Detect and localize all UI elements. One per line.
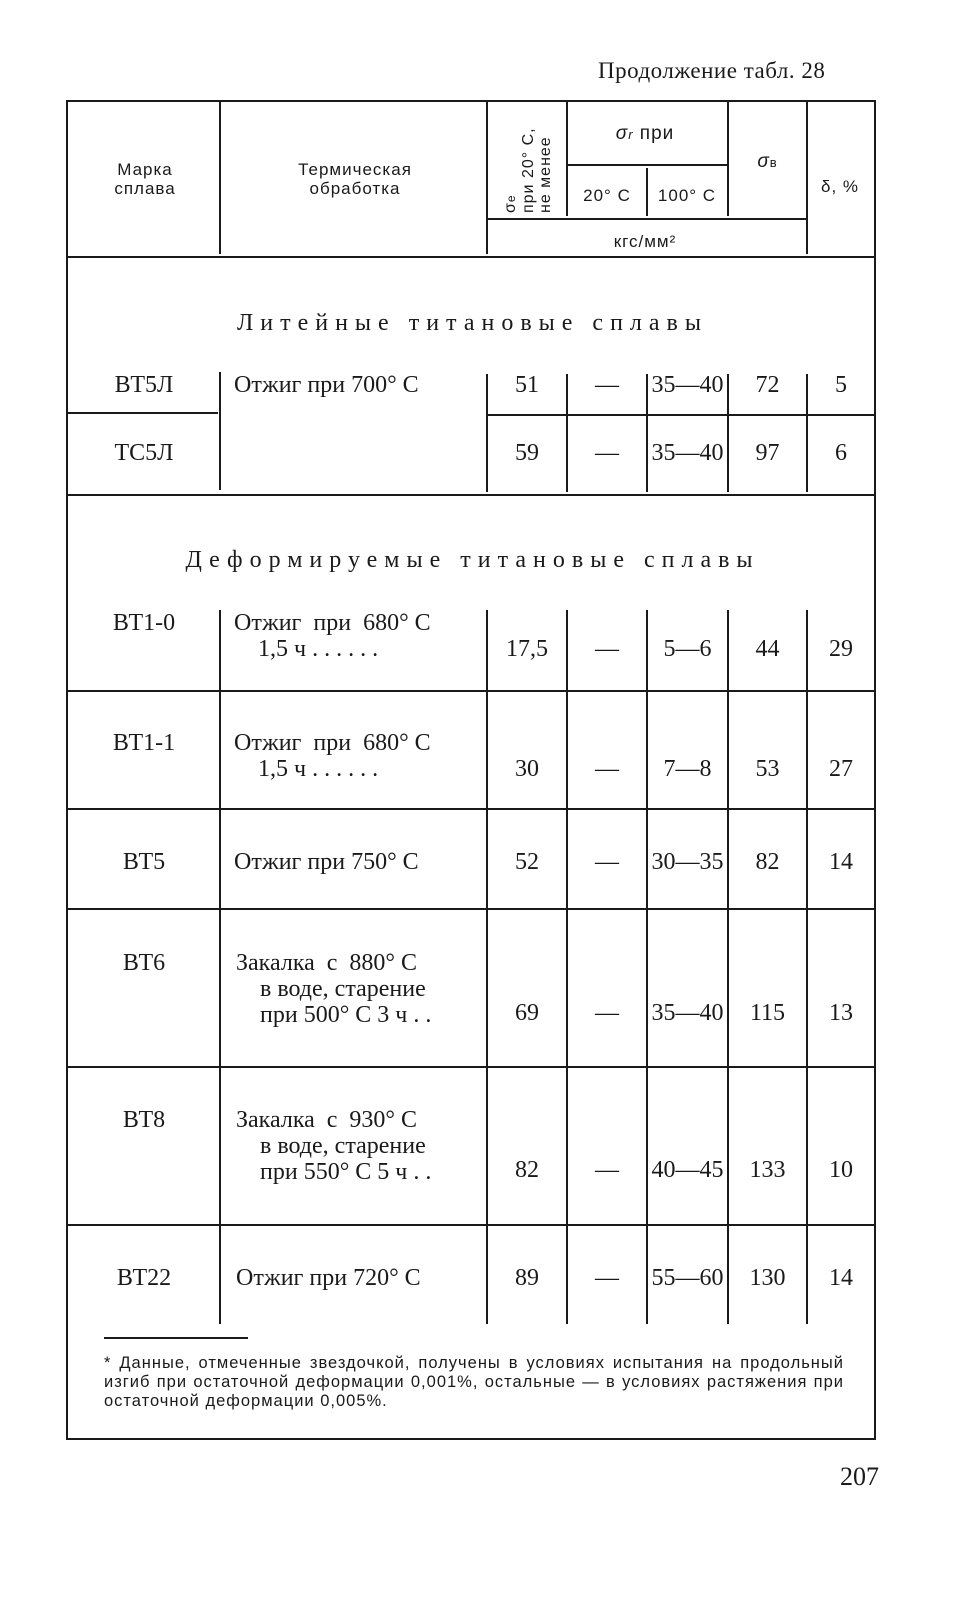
cell-delta: 13 xyxy=(829,1000,853,1026)
header-sigma-r xyxy=(580,124,710,144)
cell-sigma-e: 69 xyxy=(515,1000,539,1026)
column-divider xyxy=(566,610,568,1324)
header-divider xyxy=(646,168,648,216)
cell-sigma-b: 115 xyxy=(749,1000,786,1026)
column-divider xyxy=(806,610,808,1324)
header-divider xyxy=(806,102,808,254)
header-sigma-e xyxy=(502,127,554,213)
treatment-line: 1,5 ч . . . . . . xyxy=(258,636,379,662)
table-bottom-border xyxy=(66,1438,876,1440)
row-divider xyxy=(68,808,874,810)
column-divider xyxy=(727,374,729,492)
section-title-wrought: Деформируемые титановые сплавы xyxy=(185,547,760,573)
cell-delta: 27 xyxy=(829,756,853,782)
cell-sigma-e: 17,5 xyxy=(506,636,548,662)
cell-delta: 10 xyxy=(829,1157,853,1183)
cell-sigma-e: 51 xyxy=(515,372,539,398)
header-treatment-line2: обработка xyxy=(309,179,401,198)
cell-delta: 14 xyxy=(829,849,853,875)
section-divider xyxy=(68,494,874,496)
cell-sigma-e: 30 xyxy=(515,756,539,782)
section-title-cast: Литейные титановые сплавы xyxy=(236,310,709,336)
treatment-line: при 500° С 3 ч . . xyxy=(260,1002,432,1028)
row-divider xyxy=(68,1066,874,1068)
header-sigma-b xyxy=(740,152,795,172)
cell-sigma-b: 133 xyxy=(749,1157,786,1183)
treatment-line: Отжиг при 680° С xyxy=(234,730,431,756)
row-divider xyxy=(68,690,874,692)
treatment-line: Отжиг при 680° С xyxy=(234,610,431,636)
header-divider xyxy=(566,102,568,216)
cell-treatment xyxy=(234,372,474,398)
cell-alloy: ВТ22 xyxy=(116,1265,172,1291)
table-caption: Продолжение табл. 28 xyxy=(598,58,826,83)
cell-sigma-100: 55—60 xyxy=(651,1265,724,1291)
cell-sigma-20: — xyxy=(595,756,619,782)
header-alloy xyxy=(90,160,200,198)
header-bottom-rule xyxy=(68,256,874,258)
cell-treatment xyxy=(234,610,474,662)
cell-alloy: ТС5Л xyxy=(114,440,174,466)
cell-sigma-e: 82 xyxy=(515,1157,539,1183)
cell-alloy: ВТ5Л xyxy=(114,372,174,398)
page-number: 207 xyxy=(840,1462,879,1491)
treatment-line: Отжиг при 750° С xyxy=(234,849,419,875)
sigma-b-subscript: в xyxy=(769,155,778,170)
header-alloy-line2: сплава xyxy=(114,179,176,198)
cell-delta: 6 xyxy=(835,440,847,466)
footnote-separator xyxy=(104,1337,248,1339)
treatment-line: в воде, старение xyxy=(260,976,426,1002)
treatment-line: в воде, старение xyxy=(260,1133,426,1159)
header-alloy-line1: Марка xyxy=(117,160,173,179)
cell-treatment xyxy=(236,1265,474,1291)
column-divider xyxy=(646,374,648,492)
cell-sigma-20: — xyxy=(595,1157,619,1183)
header-divider xyxy=(486,102,488,254)
cell-sigma-100: 7—8 xyxy=(663,756,712,782)
cell-sigma-b: 72 xyxy=(755,372,780,398)
cell-treatment xyxy=(234,730,474,782)
column-divider xyxy=(486,610,488,1324)
cell-sigma-20: — xyxy=(595,849,619,875)
cell-sigma-b: 44 xyxy=(755,636,780,662)
header-units: кгс/мм² xyxy=(613,232,677,251)
cell-alloy: ВТ1-1 xyxy=(112,730,176,756)
treatment-line: Закалка с 880° С xyxy=(236,950,418,976)
treatment-line: при 550° С 5 ч . . xyxy=(260,1159,432,1185)
cell-sigma-20: — xyxy=(595,1000,619,1026)
cell-sigma-b: 82 xyxy=(755,849,780,875)
cell-sigma-20: — xyxy=(595,636,619,662)
header-100c: 100° С xyxy=(657,186,717,205)
cell-sigma-20: — xyxy=(595,372,619,398)
column-divider xyxy=(806,374,808,492)
table-left-border xyxy=(66,100,68,1440)
row-divider xyxy=(68,1224,874,1226)
column-divider xyxy=(219,372,221,490)
cell-alloy: ВТ6 xyxy=(122,950,166,976)
column-divider xyxy=(646,610,648,1324)
cell-alloy: ВТ1-0 xyxy=(112,610,176,636)
cell-sigma-e: 59 xyxy=(515,440,539,466)
header-sigma-e-line3: не менее xyxy=(537,136,554,213)
sigma-r-subscript: r xyxy=(628,127,634,142)
column-divider xyxy=(566,374,568,492)
cell-sigma-100: 35—40 xyxy=(651,372,724,398)
header-divider xyxy=(727,102,729,216)
sigma-e-subscript: е xyxy=(504,194,518,203)
cell-sigma-e: 89 xyxy=(515,1265,539,1291)
column-divider xyxy=(486,374,488,492)
header-divider xyxy=(219,102,221,254)
cell-alloy: ВТ5 xyxy=(122,849,166,875)
cell-sigma-100: 5—6 xyxy=(663,636,712,662)
column-divider xyxy=(727,610,729,1324)
cell-sigma-20: — xyxy=(595,440,619,466)
cell-sigma-100: 30—35 xyxy=(651,849,724,875)
cell-sigma-100: 40—45 xyxy=(651,1157,724,1183)
cell-treatment xyxy=(234,849,474,875)
column-divider xyxy=(219,610,221,1324)
cell-treatment xyxy=(236,950,474,1028)
treatment-line: Отжиг при 720° С xyxy=(236,1265,421,1291)
row-divider xyxy=(486,414,874,416)
header-sigma-e-line2: при 20° С, xyxy=(520,127,537,213)
header-sigma-e-line1 xyxy=(502,127,520,213)
cell-sigma-e: 52 xyxy=(515,849,539,875)
cell-sigma-20: — xyxy=(595,1265,619,1291)
cell-sigma-100: 35—40 xyxy=(651,1000,724,1026)
treatment-line: Отжиг при 700° С xyxy=(234,372,419,398)
sigma-b-symbol: σ xyxy=(757,151,770,172)
cell-sigma-100: 35—40 xyxy=(651,440,724,466)
table-right-border xyxy=(874,100,876,1440)
cell-treatment xyxy=(236,1107,474,1185)
row-divider xyxy=(68,412,218,414)
header-delta: δ, % xyxy=(820,177,860,196)
cell-alloy: ВТ8 xyxy=(122,1107,166,1133)
treatment-line: 1,5 ч . . . . . . xyxy=(258,756,379,782)
cell-sigma-b: 53 xyxy=(755,756,780,782)
header-20c: 20° С xyxy=(583,186,631,205)
cell-sigma-b: 130 xyxy=(749,1265,786,1291)
cell-delta: 14 xyxy=(829,1265,853,1291)
cell-delta: 5 xyxy=(835,372,847,398)
footnote: * Данные, отмеченные звездочкой, получены в условиях испытания на продольный изгиб при остаточной деформации 0,001%, остальные — в условиях растяжения при остаточной деформации 0,005%. xyxy=(104,1354,844,1410)
header-treatment xyxy=(260,160,450,198)
header-divider xyxy=(486,218,806,220)
sigma-r-suffix: при xyxy=(633,123,675,144)
row-divider xyxy=(68,908,874,910)
table-top-border xyxy=(66,100,876,102)
sigma-e-symbol: σ xyxy=(502,202,519,213)
header-treatment-line1: Термическая xyxy=(298,160,412,179)
header-divider xyxy=(566,164,727,166)
treatment-line: Закалка с 930° С xyxy=(236,1107,418,1133)
cell-sigma-b: 97 xyxy=(755,440,780,466)
sigma-r-symbol: σ xyxy=(615,123,629,144)
cell-delta: 29 xyxy=(829,636,853,662)
